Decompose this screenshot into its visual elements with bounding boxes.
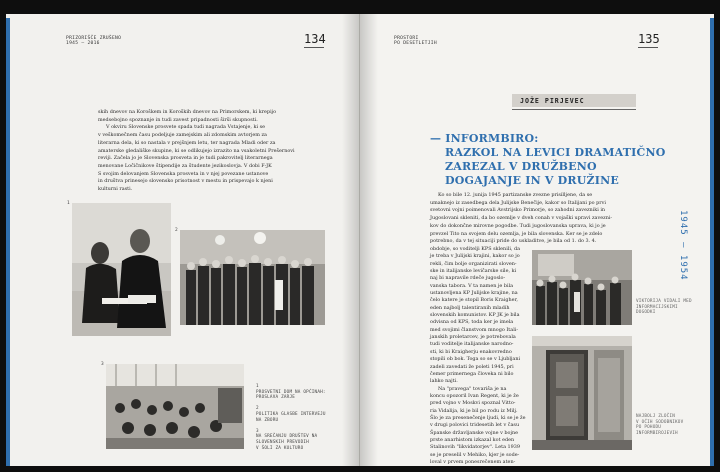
caption-line: V ŠOLI ZA KULTURO xyxy=(256,445,304,451)
intro-line: kov do dokončne mirovne pogodbe. Tudi jugoslovanska uprava, ki jo je xyxy=(430,222,606,229)
intro-line: Jugoslovani skleniti, da bo ozemlje v dveh conah v vojaški upravi zavezni- xyxy=(430,215,613,222)
body-line: v veškomečnem času podeljuje zamejskim ali zdomskim avtorjem za xyxy=(98,132,267,139)
body-line: menovane Ločičnikove štipendije za študente jezikoslovja. V dobi F-JK xyxy=(98,162,272,169)
author-rule xyxy=(512,109,636,110)
author-name: JOŽE PIRJEVEC xyxy=(520,97,585,105)
column-line: koncu opozoril Ivan Regent, ki je že xyxy=(430,392,519,399)
column-line: stopili ob bok. Toga so se v Ljubljani xyxy=(430,356,521,363)
left-running-head-line: PRIZORIŠČE ZRUŠENO xyxy=(66,36,122,41)
caption-line: 3 xyxy=(256,428,259,434)
body-line: amaterske gledališke skupine, ki se odlikujejo izrazito na vsakoletni Prešernovi xyxy=(98,147,295,154)
column-line: tudi voditelje italijanske narodno- xyxy=(430,341,514,348)
body-line: literarna dela, ki so nastala v prejšnjem letu, ter nagrada Mladi oder za xyxy=(98,139,276,146)
intro-line: svetovni vojni poimenovali Avstrijsko Primorje, so zahodni zavezniki in xyxy=(430,207,606,214)
right-running-head-line: PROSTORI xyxy=(394,36,419,41)
left-page-number-rule xyxy=(304,47,324,48)
column-line: sti, ki bi Kraigherju enakovredno xyxy=(430,348,512,355)
caption-line: INFORMBIROJEVIH xyxy=(636,430,678,436)
left-running-head xyxy=(66,36,121,47)
body-line: kulturni rasti. xyxy=(98,186,133,193)
left-fore-edge xyxy=(6,18,10,466)
column-line: slovenskih komunistov. KP JK je bila xyxy=(430,312,520,319)
column-line: zadeli zavedati že poleti 1945, pri xyxy=(430,363,514,370)
title-line: ZAREZAL V DRUŽBENO xyxy=(445,159,597,173)
column-line: lahko najti. xyxy=(430,378,458,385)
intro-line: prevzel Tito na svojem delu ozemlja, je bila slovenska. Ker se je zdelo xyxy=(430,230,603,237)
vertical-years: 1945 — 1954 xyxy=(678,210,688,281)
column-line: loval v prvem ponesrečenem aten- xyxy=(430,458,516,465)
body-line: in društva prinesejo slovensko prisotnost v mestu in prispevajo k njeni xyxy=(98,178,273,185)
right-fore-edge xyxy=(710,18,714,466)
column-line: ske in italijanske levičarske sile, ki xyxy=(430,268,517,275)
column-line: Šlo je za presenečenje ljudi, ki se je že xyxy=(430,414,526,421)
left-running-head-line: 1945 — 2016 xyxy=(66,41,100,47)
column-line: rekli, čim bolje organizirati sloven- xyxy=(430,260,517,267)
caption-line: DOGODKI xyxy=(636,310,656,316)
column-line: pred vojno v Moskvi spoznal Vitto- xyxy=(430,400,516,407)
column-line: v drugi polovici tridesetih let v času xyxy=(430,422,520,429)
column-line: odvisna od KPS, toda ker je imela xyxy=(430,319,514,326)
column-line: eden najbolj talentiranih mladih xyxy=(430,304,510,311)
body-line: skih dnevov na Koroškem in Koroških dnevov na Primorskem, ki krepijo xyxy=(98,109,277,115)
body-line: medsebojno spoznanje in tudi zavest pripadnosti širši skupnosti. xyxy=(98,116,258,123)
intro-line: Ko so bile 12. junija 1945 partizanske zvezne prisilljene, da se xyxy=(438,192,593,198)
column-line: naj bi napravile rdeče jugoslo- xyxy=(430,275,506,282)
left-page-number: 134 xyxy=(304,32,326,46)
caption-line: PROSVETNI DOM NA OPĆINAH: xyxy=(256,389,326,395)
figure-1-number: 1 xyxy=(67,201,70,206)
column-line: čelo katere je stopil Boris Kraigher, xyxy=(430,297,518,304)
caption-line: PO POHODU xyxy=(636,425,662,431)
title-line: RAZKOL NA LEVICI DRAMATIČNO xyxy=(445,145,666,159)
column-line: Na "pravega" tovariša je na xyxy=(438,385,507,392)
caption-line: 2 xyxy=(256,406,259,412)
photo-group-reception xyxy=(180,230,325,325)
caption-line: PROSLAVA ZARJE xyxy=(256,395,296,401)
column-line: čemer primernega človeka ni bilo xyxy=(430,370,514,377)
photo-crowd-gathering xyxy=(532,250,632,325)
title-line: DOGAJANJE IN V DRUŽINE xyxy=(445,173,619,187)
column-line: Španske državljanske vojne v bojne xyxy=(430,429,519,436)
right-page-number-rule xyxy=(638,47,658,48)
right-running-head xyxy=(394,36,437,47)
column-line: se je preselil v Mehiko, kjer je sode- xyxy=(430,451,520,458)
column-line: obdobje, so voditelji KPS sklenili, da xyxy=(430,246,521,252)
intro-line: potrebno, da v tej situaciji pride do uskladitve, je bila od 1. do 3. 4. xyxy=(430,238,597,245)
column-line: prste anarhistom izkazal kot eden xyxy=(430,436,515,443)
column-line: med svojimi članstvom mnogo Itali- xyxy=(430,326,518,333)
intro-line: umaknejo iz zasedbega dela Julijske Benečije, kakor so Italijani po prvi xyxy=(430,199,606,206)
left-captions xyxy=(256,384,326,451)
left-page xyxy=(6,14,360,466)
column-line: Stalinovih "likvidatorjev". Leta 1939 xyxy=(430,444,521,451)
column-line: ustanovljena KP Julijske krajine, na xyxy=(430,290,518,297)
column-line: ria Vidalija, ki je bil po rodu iz Milj. xyxy=(430,407,518,414)
figure-3-number: 3 xyxy=(101,362,104,367)
photo-meeting-hall xyxy=(106,364,244,449)
photo-doorway-room xyxy=(532,336,632,450)
caption-line: NAJBOLJ ZLOČIN xyxy=(636,414,676,419)
column-line: je treba v Julijski krajini, kakor so jo xyxy=(430,253,520,260)
caption-line: VIKTORIJA VIDALI MED xyxy=(636,299,692,304)
column-line: janskih proletarcev, je potrebovala xyxy=(430,334,516,341)
photo-priests-at-table xyxy=(72,203,171,336)
caption-line: POLITIKA GLASBE INTERVEJU xyxy=(256,411,326,417)
right-page-number: 135 xyxy=(638,32,660,46)
article-title xyxy=(430,132,666,188)
caption-line: V OČIH SODOBNIKOV xyxy=(636,419,684,425)
column-text xyxy=(430,246,530,466)
caption-line: NA SREČANJU DRUŠTEV NA xyxy=(256,434,318,440)
caption-line: 1 xyxy=(256,384,259,389)
caption-line: SLOVENSKIH PREVODIH xyxy=(256,439,309,445)
right-caption-top xyxy=(636,299,692,316)
gutter-shadow xyxy=(342,14,378,466)
body-line: V okviru Slovenske prosvete spada tudi nagrada Vstajenje, ki se xyxy=(106,124,266,131)
intro-text xyxy=(430,192,630,246)
title-line: — INFORMBIRO: xyxy=(430,132,539,145)
right-running-head-line: PO DESETLETJIH xyxy=(394,41,437,47)
body-line: S svojim delovanjem Slovenska prosveta in v njej povezane ustanove xyxy=(98,170,269,177)
book-spread xyxy=(6,14,714,466)
caption-line: INFORMACIJSKIMI xyxy=(636,304,678,310)
right-page xyxy=(360,14,714,466)
left-body-text xyxy=(98,109,295,194)
figure-2-number: 2 xyxy=(175,228,178,233)
right-caption-bottom xyxy=(636,414,683,436)
caption-line: NA ZBORU xyxy=(256,417,279,423)
body-line: reviji. Začela jo je Slovenska prosveta in je tudi pakrovitelj literarnega xyxy=(98,155,273,162)
column-line: vanska tabora. V ta namen je bila xyxy=(430,282,514,289)
